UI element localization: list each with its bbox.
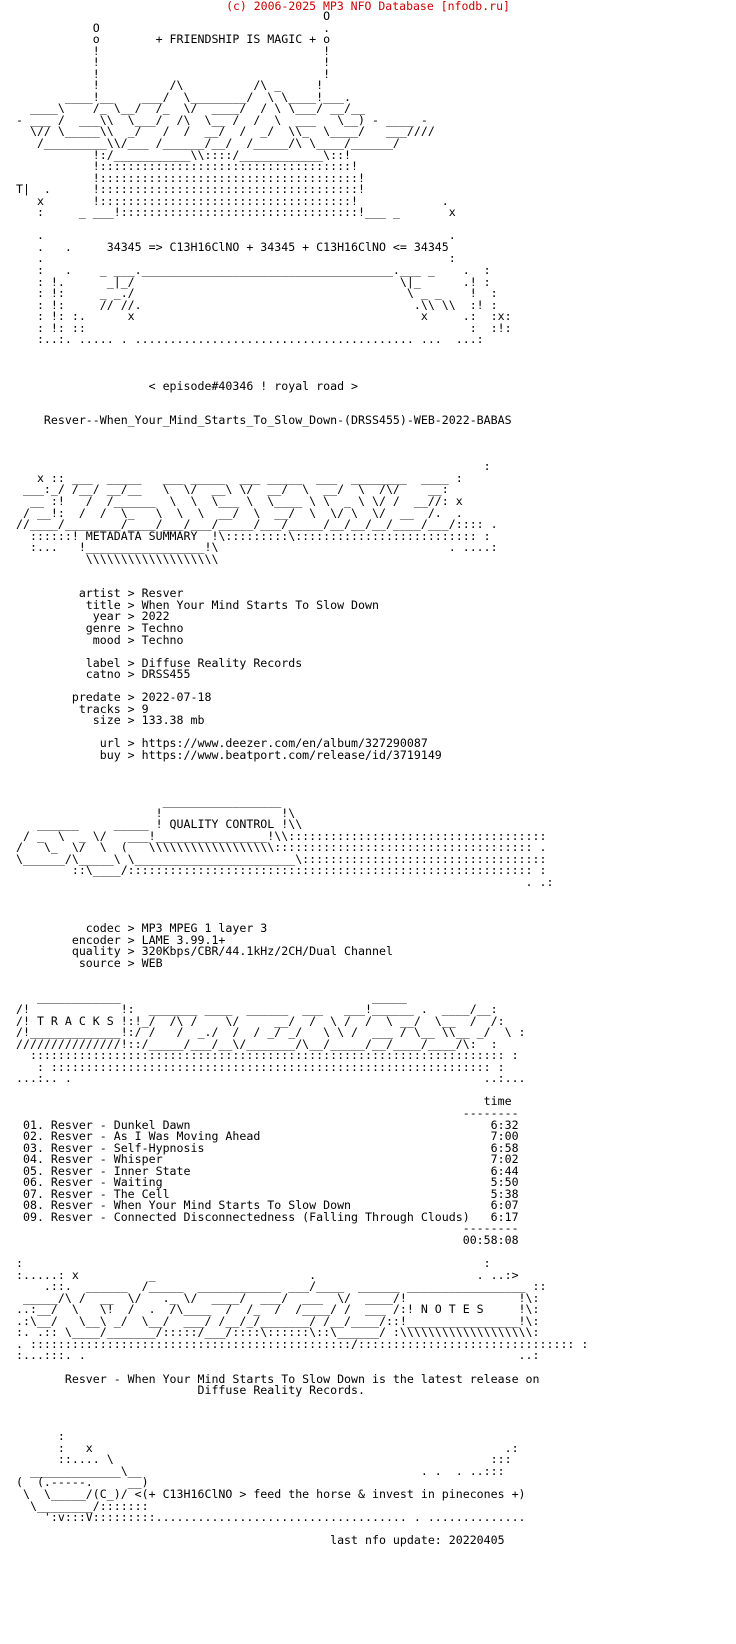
nfo-line: url > https://www.deezer.com/en/album/327290087 bbox=[16, 736, 428, 751]
nfo-line: 01. Resver - Dunkel Dawn 6:32 bbox=[16, 1117, 519, 1132]
nfo-line: T| . !:::::::::::::::::::::::::::::::::::::! bbox=[16, 182, 366, 197]
nfo-line: 02. Resver - As I Was Moving Ahead 7:00 bbox=[16, 1129, 519, 1144]
nfo-line: ! /\ /\ _ ! bbox=[16, 78, 324, 93]
nfo-line: encoder > LAME 3.99.1+ bbox=[16, 932, 226, 947]
nfo-line bbox=[16, 1397, 588, 1409]
nfo-line: \ \_____/(C_)/ <(+ C13H16ClNO > feed the horse & invest in pinecones +) bbox=[16, 1487, 526, 1501]
nfo-line bbox=[16, 1420, 588, 1432]
nfo-line: 08. Resver - When Your Mind Starts To Slow Down 6:07 bbox=[16, 1198, 519, 1213]
nfo-line: -------- bbox=[16, 1105, 519, 1120]
nfo-line: . .: bbox=[16, 875, 554, 890]
nfo-line: Resver--When_Your_Mind_Starts_To_Slow_Down-(DRSS455)-WEB-2022-BABAS bbox=[16, 413, 512, 428]
nfo-line: ! ! bbox=[16, 66, 331, 81]
nfo-line: . . 34345 => C13H16ClNO + 34345 + C13H16ClNO <= 34345 bbox=[16, 239, 449, 254]
nfo-line: :...:::. . ..: bbox=[16, 1348, 540, 1363]
nfo-line: ! ! bbox=[16, 43, 331, 58]
nfo-line: /_________\\/___ /______/__/ /_____/\ \____/______/ bbox=[16, 136, 400, 151]
nfo-line bbox=[16, 762, 588, 774]
nfo-line: :::::::::::::::::::::::::::::::::::::::::::::::::::::::::::::::::::: : bbox=[16, 1048, 519, 1063]
nfo-line: \________/::::::: bbox=[16, 1498, 149, 1513]
nfo-line: genre > Techno bbox=[16, 620, 184, 635]
nfo-line: __ :! / /______ \ \ \___ \ \____ \ \ _ \ \/ / __//: x bbox=[16, 493, 463, 508]
nfo-line: ::\____/:::::::::::::::::::::::::::::::::::::::::::::::::::::::::: : bbox=[16, 863, 547, 878]
nfo-line: artist > Resver bbox=[16, 586, 184, 601]
nfo-line bbox=[16, 392, 588, 404]
nfo-line: : !: :. x x .: :x: bbox=[16, 309, 512, 324]
nfo-line: title > When Your Mind Starts To Slow Down bbox=[16, 597, 379, 612]
nfo-line: : !: // //. .\\ \\ :! : bbox=[16, 297, 498, 312]
nfo-line: /! !: _______ ____ ______ ___ ___!______ . ____/__: bbox=[16, 1002, 498, 1017]
nfo-line: /!_____________!:/ / / _./ / / _/ _/ \ \ / ___ / \__ \\__ _/ \ : bbox=[16, 1025, 526, 1040]
nfo-line: ...:.. . ..:... bbox=[16, 1071, 526, 1086]
nfo-line bbox=[16, 427, 588, 439]
nfo-line: year > 2022 bbox=[16, 609, 170, 624]
nfo-line: : bbox=[16, 1429, 65, 1444]
nfo-line: ::.... \ ::: bbox=[16, 1452, 512, 1467]
nfo-line bbox=[16, 438, 588, 450]
nfo-line: 04. Resver - Whisper 7:02 bbox=[16, 1152, 519, 1167]
nfo-line: o + FRIENDSHIP IS MAGIC + o bbox=[16, 32, 331, 47]
nfo-line bbox=[16, 969, 588, 981]
nfo-line: tracks > 9 bbox=[16, 701, 149, 716]
nfo-line: ::::::! METADATA SUMMARY !\:::::::::\:::::::::::::::::::::::::: : bbox=[16, 528, 491, 543]
nfo-line: : !: :: : :!: bbox=[16, 320, 512, 335]
nfo-line: codec > MP3 MPEG 1 layer 3 bbox=[16, 921, 268, 936]
nfo-line: x :: ___ _____ ___ _____ ___ _____ ___ ________ ____ : bbox=[16, 470, 463, 485]
nfo-line: _________________ bbox=[16, 794, 282, 809]
nfo-line: . ::::::::::::::::::::::::::::::::::::::::::::::/::::::::::::::::::::::::::::::: : bbox=[16, 1336, 589, 1351]
nfo-line: Diffuse Reality Records. bbox=[16, 1383, 366, 1398]
nfo-line bbox=[16, 357, 588, 369]
nfo-line: x !::::::::::::::::::::::::::::::::::::! . bbox=[16, 193, 449, 208]
nfo-line: catno > DRSS455 bbox=[16, 667, 191, 682]
nfo-line: ( (.-----. __) bbox=[16, 1475, 149, 1490]
nfo-line: : : bbox=[16, 1256, 491, 1271]
nfo-line bbox=[16, 1408, 588, 1420]
nfo-line: predate > 2022-07-18 bbox=[16, 690, 212, 705]
nfo-line: :... !_________________!\ . ....: bbox=[16, 540, 498, 555]
nfo-line: / \_ \/ \ ( \\\\\\\\\\\\\\\\\\::::::::::::::::::::::::::::::::::::: . bbox=[16, 840, 547, 855]
nfo-line: _____________\__ . . . ..::: bbox=[16, 1463, 505, 1478]
nfo-line: _____/\ / __ \/ ._ \/ ____/ ___/ ___ \/ ____/! !\: bbox=[16, 1290, 540, 1305]
nfo-line: \______/\_____\ \_______________________\::::::::::::::::::::::::::::::::::: bbox=[16, 851, 547, 866]
nfo-line: 00:58:08 bbox=[16, 1232, 519, 1247]
nfo-line: ___:_/ /__/ __/__ \ \/ __\ \/ __/ \ __/ \ /\/ __: bbox=[16, 482, 449, 497]
nfo-line: : . _ ___.____________________________________.___ _ . : bbox=[16, 263, 491, 278]
nfo-line: : !. _|_/ \|_ .! : bbox=[16, 274, 491, 289]
nfo-line: quality > 320Kbps/CBR/44.1kHz/2CH/Dual Channel bbox=[16, 944, 393, 959]
nfo-line: \\\\\\\\\\\\\\\\\\\ bbox=[16, 551, 219, 566]
nfo-line: ____!__ ___/ \________/ \ \____!___. bbox=[16, 89, 352, 104]
site-copyright-header: (c) 2006-2025 MP3 NFO Database [nfodb.ru] bbox=[226, 0, 510, 13]
nfo-line: !::::::::::::::::::::::::::::::::::::! bbox=[16, 159, 359, 174]
nfo-line: O bbox=[16, 9, 331, 23]
nfo-line: Resver - When Your Mind Starts To Slow Down is the latest release on bbox=[16, 1371, 540, 1386]
nfo-line: : x .: bbox=[16, 1440, 519, 1455]
nfo-line: !:::::::::::::::::::::::::::::::::::::! bbox=[16, 170, 366, 185]
nfo-line: :..:. ..... . ........................................ ... ...: bbox=[16, 332, 484, 347]
nfo-line: !:/___________\\::::/____________\::! bbox=[16, 147, 352, 162]
nfo-line: ':v:::V:::::::::.................................... . .............. bbox=[16, 1510, 526, 1525]
nfo-line: ..:__/ \ \! / . /\____ / /_ / /____/ / ___ /:! N O T E S !\: bbox=[16, 1302, 540, 1317]
nfo-line: : bbox=[16, 459, 491, 474]
nfo-line: buy > https://www.beatport.com/release/id/3719149 bbox=[16, 748, 442, 762]
nfo-line: ______ _____ ! QUALITY CONTROL !\\ bbox=[16, 817, 303, 832]
nfo-line: ____\ /_ \__/ /_ \/ ____/ / \ \___/ __/__ bbox=[16, 101, 366, 116]
nfo-line: ///////////////!::/_____/___/__\/_______/\__/_____/__/____/____/\: : bbox=[16, 1036, 498, 1051]
nfo-line: 06. Resver - Waiting 5:50 bbox=[16, 1175, 519, 1190]
nfo-line: : ::::::::::::::::::::::::::::::::::::::::::::::::::::::::::::::: : bbox=[16, 1059, 505, 1074]
nfo-line: :.....: x _ . . ..:> bbox=[16, 1267, 519, 1282]
nfo-line: - ___ / ___\\ \___/ /\ \__ / / \ ___ \__) - ____ - bbox=[16, 112, 428, 127]
nfo-line: O . bbox=[16, 20, 331, 35]
nfo-line: /! T R A C K S !:!_/ /\ / \/ __/ / \ / / \ __/ \__ / /: bbox=[16, 1013, 505, 1028]
nfo-line: :. .:: \____/_______/:::::/___/::::\::::::\::\______/ :\\\\\\\\\\\\\\\\\\\: bbox=[16, 1325, 540, 1340]
nfo-line: < episode#40346 ! royal road > bbox=[16, 378, 359, 393]
nfo-line: 05. Resver - Inner State 6:44 bbox=[16, 1163, 519, 1178]
nfo-line: source > WEB bbox=[16, 955, 163, 970]
nfo-line: 09. Resver - Connected Disconnectedness (Falling Through Clouds) 6:17 bbox=[16, 1209, 519, 1224]
nfo-line bbox=[16, 900, 588, 912]
nfo-line: : !: _ _./ \ _ _ ! : bbox=[16, 286, 498, 301]
nfo-line: / __!: / / \_ \ \ \ __/ \ __/ \ \/ \ \/ __ /. . bbox=[16, 505, 463, 520]
nfo-line bbox=[16, 346, 588, 358]
nfo-line: size > 133.38 mb bbox=[16, 713, 205, 728]
nfo-line: : _ ___!::::::::::::::::::::::::::::::::::!___ _ x bbox=[16, 205, 456, 220]
nfo-line: label > Diffuse Reality Records bbox=[16, 655, 303, 670]
nfo-line bbox=[16, 773, 588, 785]
nfo-line bbox=[16, 889, 588, 901]
nfo-line: . : bbox=[16, 251, 456, 266]
nfo-line: //____/________/____/___/___/_____/___/_____/__/__/__/____/___/:::: . bbox=[16, 517, 498, 532]
nfo-line: ____________ _____ bbox=[16, 990, 407, 1005]
nfo-text-block bbox=[16, 11, 588, 1547]
nfo-line: 07. Resver - The Cell 5:38 bbox=[16, 1186, 519, 1201]
nfo-line: \// \_____\\ _/ / / __/ / _/ \\_ \____/ ___//// bbox=[16, 124, 435, 139]
nfo-line: last nfo update: 20220405 bbox=[16, 1533, 505, 1548]
nfo-line: mood > Techno bbox=[16, 632, 184, 647]
nfo-line bbox=[16, 565, 588, 577]
nfo-line: 03. Resver - Self-Hypnosis 6:58 bbox=[16, 1140, 519, 1155]
nfo-line: .::. ______ /_____ ____________ ___/____ ______ _________________ :: bbox=[16, 1279, 547, 1294]
nfo-line: ! !\ bbox=[16, 805, 296, 820]
nfo-line: time bbox=[16, 1094, 512, 1109]
nfo-line: ! ! bbox=[16, 55, 331, 70]
nfo-line: -------- bbox=[16, 1221, 519, 1236]
nfo-line: . . bbox=[16, 228, 456, 243]
nfo-line: / _ \ _ \/ ___!________________!\\::::::::::::::::::::::::::::::::::::: bbox=[16, 828, 547, 843]
nfo-line: .:\__/ \__\ _/ \__/ ___/ /__/_/_______/ /__/____/::!________________!\: bbox=[16, 1313, 540, 1328]
